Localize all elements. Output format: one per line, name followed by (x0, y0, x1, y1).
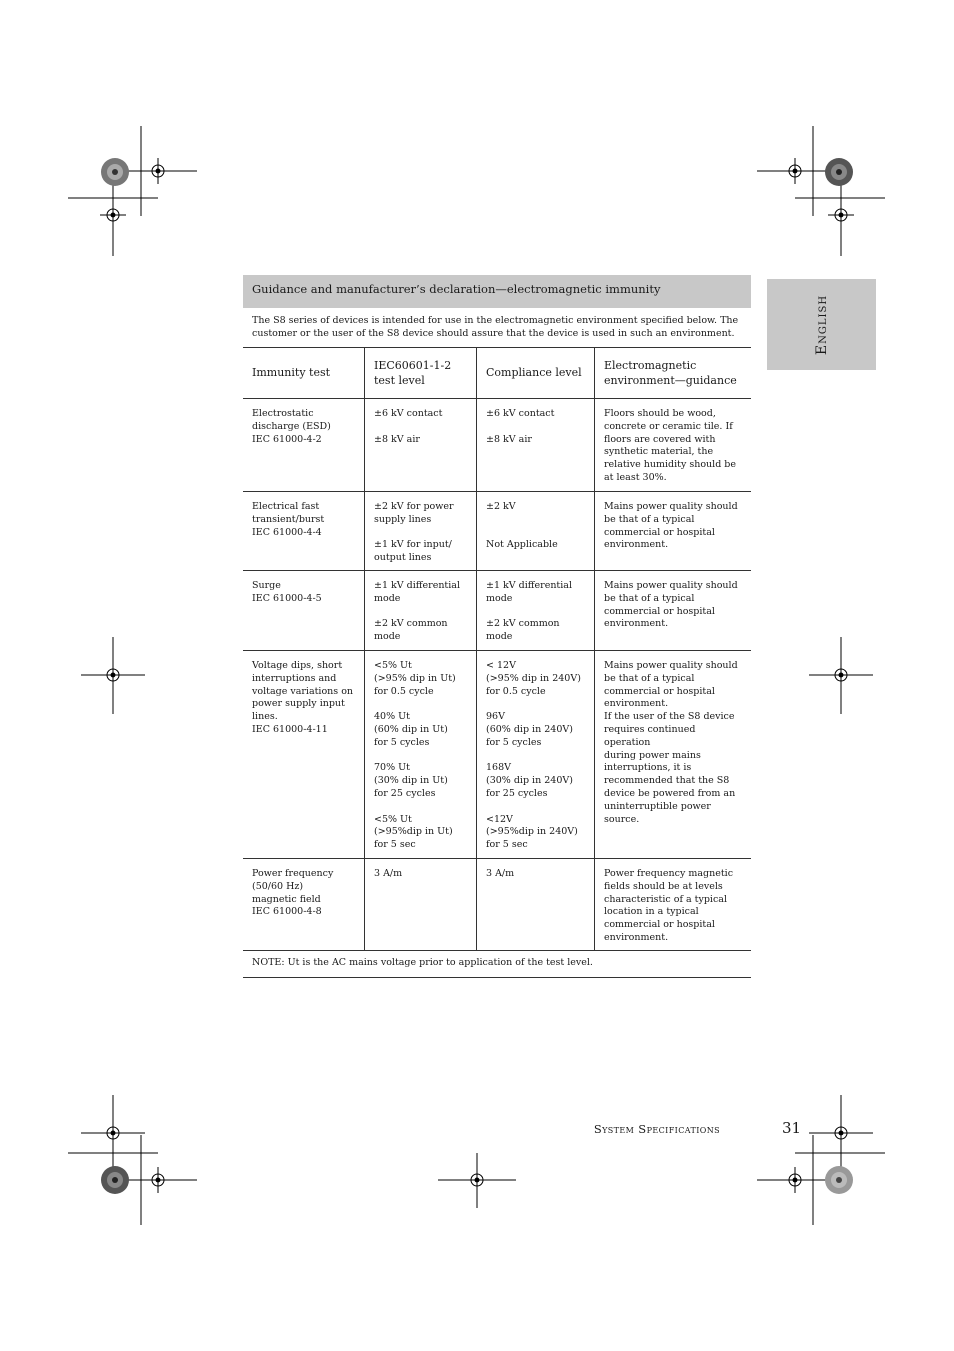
cell-compliance-level: ±2 kV Not Applicable (476, 492, 594, 570)
cell-immunity-test: Power frequency (50/60 Hz) magnetic field IEC 61000-4-8 (252, 868, 334, 918)
table-row (243, 399, 751, 492)
cell-test-level: ±1 kV differential mode ±2 kV common mode (364, 571, 476, 650)
cell-compliance-level: < 12V (>95% dip in 240V) for 0.5 cycle 96V (60% dip in 240V) for 5 cycles 168V (30% dip in 240V) for 25 cycles <12V (>95%dip in 240V) for 5 sec (476, 651, 594, 858)
table-row (243, 651, 751, 859)
table-note: NOTE: Ut is the AC mains voltage prior to application of the test level. (252, 957, 593, 968)
cell-compliance-level: ±6 kV contact ±8 kV air (476, 399, 594, 491)
cell-compliance-level: 3 A/m (476, 859, 594, 950)
side-tab-label (814, 294, 830, 354)
cell-guidance: Mains power quality should be that of a typical commercial or hospital environment. If the user of the S8 device requires continued operation during power mains interruptions, it is recommended that the S8 device be powered from an uninterruptible power source. (594, 651, 751, 858)
header-immunity-test: Immunity test (252, 366, 331, 380)
language-side-tab (767, 279, 876, 370)
immunity-table (243, 347, 751, 978)
cell-test-level: 3 A/m (364, 859, 476, 950)
header-compliance-level: Compliance level (476, 348, 594, 398)
cell-test-level: ±6 kV contact ±8 kV air (364, 399, 476, 491)
page-number: 31 (782, 1119, 802, 1137)
cell-guidance: Power frequency magnetic fields should be at levels characteristic of a typical location in a typical commercial or hospital environment. (594, 859, 751, 950)
cell-immunity-test: Surge IEC 61000-4-5 (252, 580, 322, 604)
table-row (243, 492, 751, 571)
cell-immunity-test: Voltage dips, short interruptions and voltage variations on power supply input lines. IEC 61000-4-11 (252, 660, 354, 735)
side-tab-text: English (813, 294, 830, 355)
header-guidance: Electromagnetic environment—guidance (594, 348, 751, 398)
table-note-row (243, 951, 751, 978)
table-title: Guidance and manufacturer’s declaration—electromagnetic immunity (243, 275, 751, 308)
header-test-level: IEC60601-1-2 test level (364, 348, 476, 398)
cell-test-level: <5% Ut (>95% dip in Ut) for 0.5 cycle 40% Ut (60% dip in Ut) for 5 cycles 70% Ut (30% dip in Ut) for 25 cycles <5% Ut (>95%dip in Ut) for 5 sec (364, 651, 476, 858)
cell-test-level: ±2 kV for power supply lines ±1 kV for input/ output lines (364, 492, 476, 570)
cell-compliance-level: ±1 kV differential mode ±2 kV common mode (476, 571, 594, 650)
cell-immunity-test: Electrical fast transient/burst IEC 61000-4-4 (252, 501, 325, 538)
cell-guidance: Mains power quality should be that of a typical commercial or hospital environment. (594, 492, 751, 570)
intro-text: The S8 series of devices is intended for use in the electromagnetic environment specified below. The customer or the user of the S8 device should assure that the device is used in such an environment. (252, 315, 739, 339)
cell-guidance: Floors should be wood, concrete or ceramic tile. If floors are covered with synthetic material, the relative humidity should be at least 30%. (594, 399, 751, 491)
table-row (243, 859, 751, 951)
cell-immunity-test: Electrostatic discharge (ESD) IEC 61000-4-2 (252, 408, 331, 445)
table-header-row (243, 348, 751, 399)
table-row (243, 571, 751, 651)
cell-guidance: Mains power quality should be that of a typical commercial or hospital environment. (594, 571, 751, 650)
footer-section-title: System Specifications (593, 1122, 720, 1136)
